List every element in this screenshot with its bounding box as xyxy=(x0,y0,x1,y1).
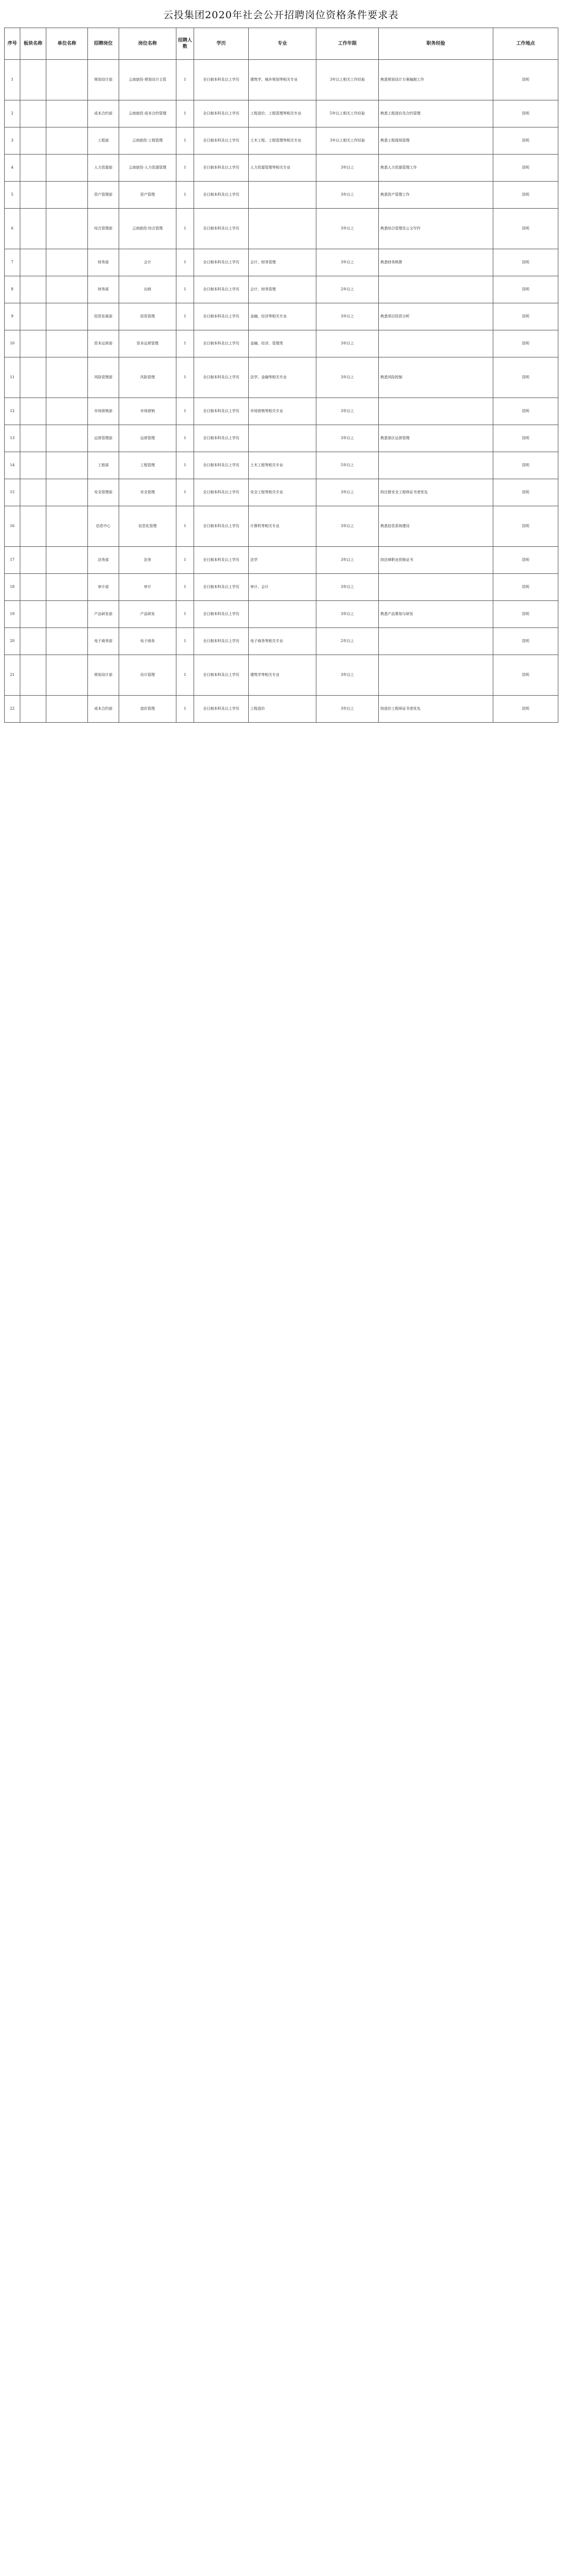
cell-id: 21 xyxy=(5,655,20,696)
cell-duty: 熟悉规划设计方案编制工作 xyxy=(379,60,493,100)
cell-years: 5年以上 xyxy=(316,452,379,479)
cell-place: 昆明 xyxy=(493,182,558,209)
cell-major: 会计、财务管理 xyxy=(249,249,316,276)
cell-unit xyxy=(46,601,88,628)
table-row xyxy=(5,127,558,155)
table-row xyxy=(5,100,558,127)
cell-num: 1 xyxy=(176,182,194,209)
cell-id: 15 xyxy=(5,479,20,506)
cell-num: 1 xyxy=(176,547,194,574)
cell-id: 20 xyxy=(5,628,20,655)
cell-edu: 全日制本科及以上学历 xyxy=(194,155,249,182)
cell-duty: 持法律职业资格证书 xyxy=(379,547,493,574)
cell-edu: 全日制本科及以上学历 xyxy=(194,249,249,276)
table-row xyxy=(5,574,558,601)
table-row xyxy=(5,425,558,452)
cell-id: 11 xyxy=(5,357,20,398)
cell-group xyxy=(20,100,46,127)
cell-group xyxy=(20,357,46,398)
cell-major: 工程造价、工程管理等相关专业 xyxy=(249,100,316,127)
cell-post: 法务 xyxy=(119,547,176,574)
cell-num: 1 xyxy=(176,696,194,723)
cell-place: 昆明 xyxy=(493,425,558,452)
cell-place: 昆明 xyxy=(493,155,558,182)
requirements-table xyxy=(4,28,558,723)
cell-major: 计算机等相关专业 xyxy=(249,506,316,547)
cell-id: 7 xyxy=(5,249,20,276)
cell-post: 产品研发 xyxy=(119,601,176,628)
cell-edu: 全日制本科及以上学历 xyxy=(194,60,249,100)
cell-major: 建筑学、城乡规划等相关专业 xyxy=(249,60,316,100)
cell-post: 审计 xyxy=(119,574,176,601)
cell-duty: 熟悉综合管理及公文写作 xyxy=(379,209,493,249)
cell-num: 1 xyxy=(176,357,194,398)
cell-num: 1 xyxy=(176,655,194,696)
cell-post: 信息化管理 xyxy=(119,506,176,547)
cell-post: 云南旅投·综合管理 xyxy=(119,209,176,249)
cell-place: 昆明 xyxy=(493,479,558,506)
cell-id: 22 xyxy=(5,696,20,723)
cell-unit xyxy=(46,100,88,127)
cell-years: 3年以上 xyxy=(316,479,379,506)
cell-unit xyxy=(46,574,88,601)
cell-id: 5 xyxy=(5,182,20,209)
cell-place: 昆明 xyxy=(493,100,558,127)
cell-unit xyxy=(46,127,88,155)
cell-duty: 熟悉资产管理工作 xyxy=(379,182,493,209)
cell-dept: 投资发展部 xyxy=(88,303,119,330)
cell-edu: 全日制本科及以上学历 xyxy=(194,628,249,655)
cell-major xyxy=(249,601,316,628)
cell-duty: 熟悉风险控制 xyxy=(379,357,493,398)
header-cell: 序号 xyxy=(5,28,20,60)
table-row xyxy=(5,155,558,182)
cell-id: 19 xyxy=(5,601,20,628)
cell-edu: 全日制本科及以上学历 xyxy=(194,303,249,330)
cell-years: 3年以上相关工作经验 xyxy=(316,60,379,100)
cell-major: 电子商务等相关专业 xyxy=(249,628,316,655)
cell-num: 1 xyxy=(176,155,194,182)
cell-post: 会计 xyxy=(119,249,176,276)
cell-years: 3年以上 xyxy=(316,574,379,601)
cell-dept: 资本运营部 xyxy=(88,330,119,357)
cell-years: 3年以上 xyxy=(316,547,379,574)
cell-group xyxy=(20,155,46,182)
table-body xyxy=(5,60,558,723)
cell-place: 昆明 xyxy=(493,357,558,398)
table-row xyxy=(5,182,558,209)
cell-duty: 熟悉项目投资分析 xyxy=(379,303,493,330)
header-cell: 学历 xyxy=(194,28,249,60)
table-row xyxy=(5,547,558,574)
cell-group xyxy=(20,696,46,723)
table-row xyxy=(5,398,558,425)
cell-dept: 综合管理部 xyxy=(88,209,119,249)
cell-dept: 规划设计部 xyxy=(88,60,119,100)
cell-dept: 规划设计部 xyxy=(88,655,119,696)
cell-unit xyxy=(46,60,88,100)
cell-edu: 全日制本科及以上学历 xyxy=(194,506,249,547)
table-row xyxy=(5,696,558,723)
cell-place: 昆明 xyxy=(493,127,558,155)
cell-place: 昆明 xyxy=(493,628,558,655)
cell-years: 3年以上 xyxy=(316,601,379,628)
cell-group xyxy=(20,182,46,209)
cell-duty xyxy=(379,330,493,357)
cell-group xyxy=(20,425,46,452)
cell-place: 昆明 xyxy=(493,398,558,425)
cell-num: 1 xyxy=(176,127,194,155)
cell-major: 工程造价 xyxy=(249,696,316,723)
cell-id: 13 xyxy=(5,425,20,452)
cell-num: 1 xyxy=(176,209,194,249)
cell-place: 昆明 xyxy=(493,696,558,723)
cell-id: 9 xyxy=(5,303,20,330)
cell-duty xyxy=(379,276,493,303)
cell-num: 1 xyxy=(176,303,194,330)
cell-unit xyxy=(46,303,88,330)
cell-place: 昆明 xyxy=(493,303,558,330)
table-row xyxy=(5,209,558,249)
cell-id: 8 xyxy=(5,276,20,303)
cell-dept: 市场营销部 xyxy=(88,398,119,425)
cell-dept: 人力资源部 xyxy=(88,155,119,182)
cell-years: 3年以上 xyxy=(316,182,379,209)
cell-years: 3年以上 xyxy=(316,330,379,357)
cell-place: 昆明 xyxy=(493,276,558,303)
cell-id: 3 xyxy=(5,127,20,155)
cell-duty xyxy=(379,398,493,425)
cell-edu: 全日制本科及以上学历 xyxy=(194,209,249,249)
table-row xyxy=(5,655,558,696)
cell-major: 人力资源管理等相关专业 xyxy=(249,155,316,182)
cell-years: 3年以上相关工作经验 xyxy=(316,127,379,155)
cell-id: 6 xyxy=(5,209,20,249)
cell-id: 16 xyxy=(5,506,20,547)
cell-post: 出纳 xyxy=(119,276,176,303)
table-row xyxy=(5,628,558,655)
cell-duty xyxy=(379,655,493,696)
cell-post: 风险管理 xyxy=(119,357,176,398)
cell-dept: 法务部 xyxy=(88,547,119,574)
cell-unit xyxy=(46,628,88,655)
cell-edu: 全日制本科及以上学历 xyxy=(194,398,249,425)
cell-duty xyxy=(379,452,493,479)
cell-group xyxy=(20,276,46,303)
cell-group xyxy=(20,398,46,425)
cell-edu: 全日制本科及以上学历 xyxy=(194,357,249,398)
cell-id: 12 xyxy=(5,398,20,425)
cell-duty: 熟悉工程现场管理 xyxy=(379,127,493,155)
cell-duty: 熟悉景区运营管理 xyxy=(379,425,493,452)
cell-num: 1 xyxy=(176,506,194,547)
cell-place: 昆明 xyxy=(493,601,558,628)
cell-major xyxy=(249,425,316,452)
cell-dept: 产品研发部 xyxy=(88,601,119,628)
cell-major: 法学、金融等相关专业 xyxy=(249,357,316,398)
cell-post: 安全管理 xyxy=(119,479,176,506)
cell-place: 昆明 xyxy=(493,209,558,249)
cell-dept: 信息中心 xyxy=(88,506,119,547)
cell-group xyxy=(20,506,46,547)
cell-post: 云南旅投·人力资源管理 xyxy=(119,155,176,182)
cell-post: 资产管理 xyxy=(119,182,176,209)
header-cell: 工作年限 xyxy=(316,28,379,60)
cell-num: 1 xyxy=(176,628,194,655)
cell-dept: 财务部 xyxy=(88,249,119,276)
cell-unit xyxy=(46,479,88,506)
cell-group xyxy=(20,655,46,696)
cell-post: 运营管理 xyxy=(119,425,176,452)
cell-post: 云南旅投·成本合约管理 xyxy=(119,100,176,127)
cell-dept: 审计部 xyxy=(88,574,119,601)
cell-major: 土木工程、工程管理等相关专业 xyxy=(249,127,316,155)
cell-num: 1 xyxy=(176,398,194,425)
cell-post: 投资管理 xyxy=(119,303,176,330)
cell-group xyxy=(20,547,46,574)
cell-major xyxy=(249,209,316,249)
cell-duty: 熟悉人力资源管理工作 xyxy=(379,155,493,182)
cell-major: 金融、经济、管理类 xyxy=(249,330,316,357)
cell-duty: 持注册安全工程师证书者优先 xyxy=(379,479,493,506)
cell-unit xyxy=(46,425,88,452)
cell-group xyxy=(20,303,46,330)
cell-post: 工程管理 xyxy=(119,452,176,479)
cell-group xyxy=(20,601,46,628)
cell-edu: 全日制本科及以上学历 xyxy=(194,547,249,574)
cell-post: 资本运营管理 xyxy=(119,330,176,357)
header-cell: 工作地点 xyxy=(493,28,558,60)
header-cell: 招聘岗位 xyxy=(88,28,119,60)
cell-edu: 全日制本科及以上学历 xyxy=(194,100,249,127)
cell-group xyxy=(20,452,46,479)
cell-duty: 熟悉产品策划与研发 xyxy=(379,601,493,628)
cell-num: 1 xyxy=(176,425,194,452)
cell-years: 3年以上 xyxy=(316,303,379,330)
cell-unit xyxy=(46,155,88,182)
cell-edu: 全日制本科及以上学历 xyxy=(194,574,249,601)
cell-edu: 全日制本科及以上学历 xyxy=(194,182,249,209)
cell-group xyxy=(20,330,46,357)
table-row xyxy=(5,479,558,506)
cell-place: 昆明 xyxy=(493,574,558,601)
cell-edu: 全日制本科及以上学历 xyxy=(194,479,249,506)
cell-major: 土木工程等相关专业 xyxy=(249,452,316,479)
cell-major: 会计、财务管理 xyxy=(249,276,316,303)
cell-dept: 成本合约部 xyxy=(88,696,119,723)
cell-years: 2年以上 xyxy=(316,276,379,303)
cell-group xyxy=(20,209,46,249)
cell-years: 5年以上相关工作经验 xyxy=(316,100,379,127)
table-row xyxy=(5,249,558,276)
table-row xyxy=(5,357,558,398)
cell-duty xyxy=(379,574,493,601)
cell-place: 昆明 xyxy=(493,547,558,574)
cell-years: 3年以上 xyxy=(316,398,379,425)
header-cell: 招聘人数 xyxy=(176,28,194,60)
cell-duty: 熟悉财务核算 xyxy=(379,249,493,276)
cell-id: 18 xyxy=(5,574,20,601)
table-row xyxy=(5,452,558,479)
cell-dept: 运营管理部 xyxy=(88,425,119,452)
cell-duty: 熟悉工程造价及合约管理 xyxy=(379,100,493,127)
cell-num: 1 xyxy=(176,479,194,506)
cell-edu: 全日制本科及以上学历 xyxy=(194,330,249,357)
cell-years: 3年以上 xyxy=(316,506,379,547)
header-cell: 专业 xyxy=(249,28,316,60)
cell-years: 3年以上 xyxy=(316,357,379,398)
header-cell: 职务经验 xyxy=(379,28,493,60)
cell-num: 1 xyxy=(176,574,194,601)
table-row xyxy=(5,303,558,330)
cell-num: 1 xyxy=(176,601,194,628)
cell-id: 17 xyxy=(5,547,20,574)
cell-dept: 成本合约部 xyxy=(88,100,119,127)
cell-edu: 全日制本科及以上学历 xyxy=(194,276,249,303)
cell-major: 建筑学等相关专业 xyxy=(249,655,316,696)
table-header-row xyxy=(5,28,558,60)
table-row xyxy=(5,506,558,547)
cell-num: 1 xyxy=(176,452,194,479)
cell-major: 法学 xyxy=(249,547,316,574)
cell-id: 1 xyxy=(5,60,20,100)
cell-duty xyxy=(379,628,493,655)
cell-post: 造价管理 xyxy=(119,696,176,723)
cell-edu: 全日制本科及以上学历 xyxy=(194,601,249,628)
cell-major: 金融、经济等相关专业 xyxy=(249,303,316,330)
cell-major xyxy=(249,182,316,209)
cell-id: 4 xyxy=(5,155,20,182)
cell-years: 3年以上 xyxy=(316,209,379,249)
cell-group xyxy=(20,60,46,100)
cell-place: 昆明 xyxy=(493,506,558,547)
cell-dept: 电子商务部 xyxy=(88,628,119,655)
cell-unit xyxy=(46,182,88,209)
cell-unit xyxy=(46,209,88,249)
cell-unit xyxy=(46,249,88,276)
cell-major: 审计、会计 xyxy=(249,574,316,601)
table-row xyxy=(5,276,558,303)
cell-unit xyxy=(46,655,88,696)
cell-place: 昆明 xyxy=(493,655,558,696)
cell-group xyxy=(20,574,46,601)
cell-id: 2 xyxy=(5,100,20,127)
cell-years: 3年以上 xyxy=(316,655,379,696)
cell-edu: 全日制本科及以上学历 xyxy=(194,696,249,723)
cell-unit xyxy=(46,276,88,303)
cell-post: 设计管理 xyxy=(119,655,176,696)
cell-post: 云南旅投·规划设计主管 xyxy=(119,60,176,100)
cell-num: 1 xyxy=(176,60,194,100)
header-cell: 岗位名称 xyxy=(119,28,176,60)
cell-num: 1 xyxy=(176,330,194,357)
cell-id: 10 xyxy=(5,330,20,357)
cell-post: 电子商务 xyxy=(119,628,176,655)
cell-major: 市场营销等相关专业 xyxy=(249,398,316,425)
cell-unit xyxy=(46,330,88,357)
cell-dept: 财务部 xyxy=(88,276,119,303)
page-title: 云投集团2020年社会公开招聘岗位资格条件要求表 xyxy=(163,9,399,21)
cell-dept: 风险管理部 xyxy=(88,357,119,398)
table-row xyxy=(5,60,558,100)
cell-group xyxy=(20,249,46,276)
cell-group xyxy=(20,628,46,655)
cell-years: 3年以上 xyxy=(316,249,379,276)
cell-unit xyxy=(46,696,88,723)
cell-edu: 全日制本科及以上学历 xyxy=(194,425,249,452)
cell-num: 1 xyxy=(176,276,194,303)
table-row xyxy=(5,601,558,628)
cell-dept: 工程部 xyxy=(88,452,119,479)
cell-dept: 安全管理部 xyxy=(88,479,119,506)
cell-place: 昆明 xyxy=(493,330,558,357)
cell-dept: 工程部 xyxy=(88,127,119,155)
cell-post: 市场营销 xyxy=(119,398,176,425)
cell-unit xyxy=(46,357,88,398)
cell-unit xyxy=(46,452,88,479)
cell-group xyxy=(20,479,46,506)
cell-unit xyxy=(46,547,88,574)
cell-place: 昆明 xyxy=(493,452,558,479)
table-row xyxy=(5,330,558,357)
cell-years: 2年以上 xyxy=(316,628,379,655)
cell-years: 3年以上 xyxy=(316,155,379,182)
cell-group xyxy=(20,127,46,155)
cell-unit xyxy=(46,398,88,425)
cell-num: 1 xyxy=(176,100,194,127)
cell-major: 安全工程等相关专业 xyxy=(249,479,316,506)
header-cell: 板块名称 xyxy=(20,28,46,60)
cell-duty: 持造价工程师证书者优先 xyxy=(379,696,493,723)
cell-place: 昆明 xyxy=(493,60,558,100)
header-cell: 单位名称 xyxy=(46,28,88,60)
cell-edu: 全日制本科及以上学历 xyxy=(194,127,249,155)
cell-id: 14 xyxy=(5,452,20,479)
cell-edu: 全日制本科及以上学历 xyxy=(194,655,249,696)
cell-dept: 资产管理部 xyxy=(88,182,119,209)
cell-post: 云南旅投·工程管理 xyxy=(119,127,176,155)
cell-unit xyxy=(46,506,88,547)
cell-years: 3年以上 xyxy=(316,425,379,452)
cell-duty: 熟悉信息系统建设 xyxy=(379,506,493,547)
cell-place: 昆明 xyxy=(493,249,558,276)
cell-num: 1 xyxy=(176,249,194,276)
cell-edu: 全日制本科及以上学历 xyxy=(194,452,249,479)
cell-years: 3年以上 xyxy=(316,696,379,723)
